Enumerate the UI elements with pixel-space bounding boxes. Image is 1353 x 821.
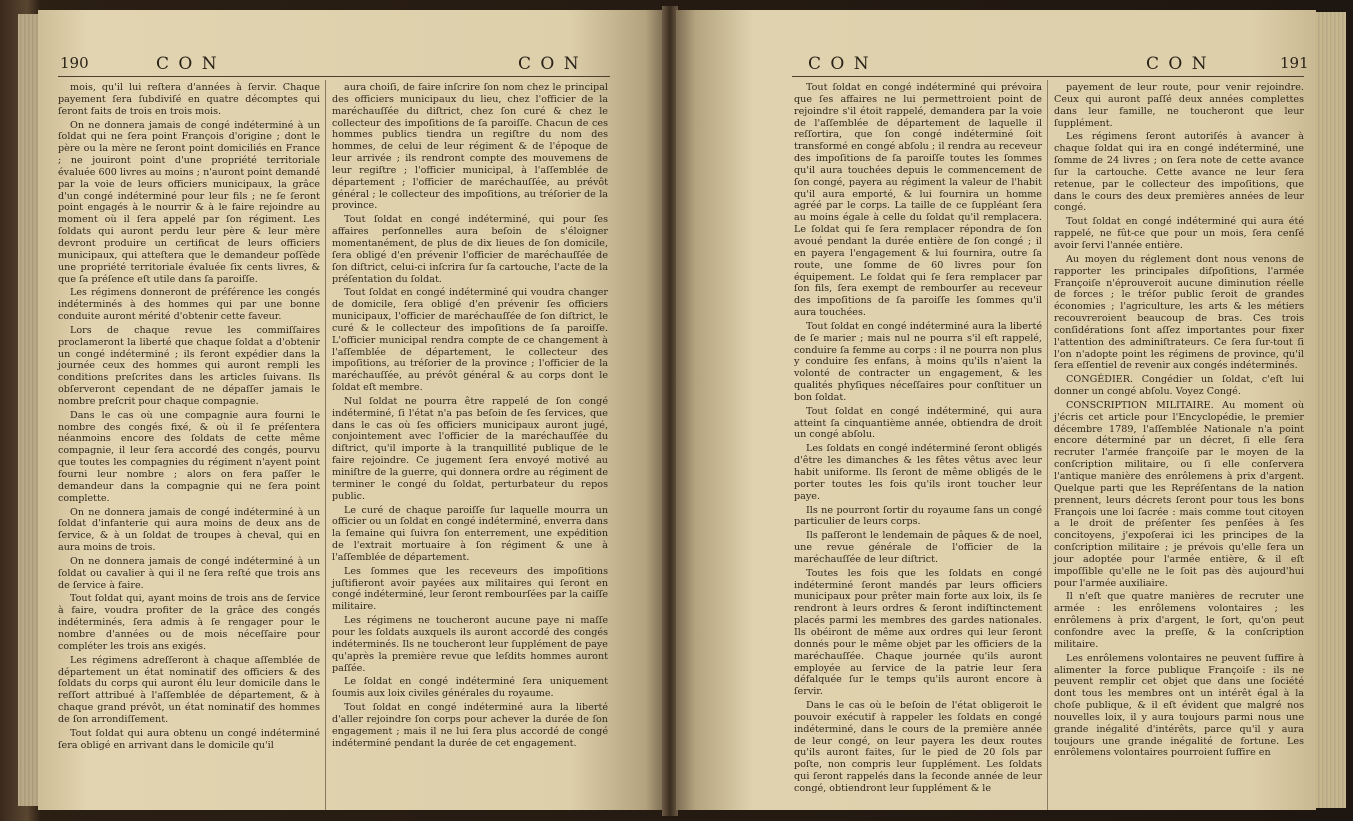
- running-head: C O N: [1146, 54, 1209, 74]
- paragraph: CONSCRIPTION MILITAIRE. Au moment où j'écris cet article pour l'Encyclopédie, le premier décembre 1789, l'aſſemblée Nationale n'a point encore déterminé par un décret, ſi elle ſera recruter l'armée françoiſe par le moyen de la conſcription militaire, ou ſi elle conſervera l'antique manière des enrôlemens à prix d'argent. Quelque parti que les Repréſentans de la nation prennent, leurs décrets ſeront pour tous les bons François une loi ſacrée : mais comme tout citoyen a le droit de préſenter ſes penſées à ſes concitoyens, j'expoſerai ici les principes de la conſcription militaire ; je prévois qu'elle ſera un jour adoptée pour l'armée entière, & il eſt impoſſible qu'elle ne le ſoit pas dès aujourd'hui pour l'armée auxiliaire.: [1054, 399, 1304, 589]
- paragraph: Tout ſoldat en congé indéterminé, qui aura atteint ſa cinquantième année, obtiendra de droit un congé abſolu.: [794, 405, 1042, 441]
- paragraph: Les régimens donneront de préférence les congés indéterminés à des hommes qui par une bonne conduite auront mérité d'obtenir cette faveur.: [58, 287, 320, 323]
- right-column-2: [1054, 82, 1304, 761]
- paragraph: Toutes les fois que les ſoldats en congé indéterminé ſeront mandés par leurs officiers municipaux pour prêter main forte aux loix, ils ſe rendront à leurs ordres & ſeront indiſtinctement placés parmi les membres des gardes nationales. Ils obéiront de même aux ordres qui leur ſeront donnés pour le même objet par les officiers de la maréchauſſée. Chaque journée qu'ils auront employée au ſervice de la patrie leur ſera défalquée ſur le temps qu'ils auront encore à ſervir.: [794, 567, 1042, 698]
- paragraph: On ne donnera jamais de congé indéterminé à un ſoldat ou cavalier à qui il ne ſera reſté que trois ans de ſervice à faire.: [58, 555, 320, 591]
- paragraph: Ils paſſeront le lendemain de pâques & de noel, une revue générale de l'officier de la maréchauſſée de leur diſtrict.: [794, 530, 1042, 565]
- paragraph: Le curé de chaque paroiſſe ſur laquelle mourra un officier ou un ſoldat en congé indéterminé, enverra dans la ſemaine qui ſuivra ſon enterrement, une expédition de l'extrait mortuaire à ſon régiment & une à l'aſſemblée de département.: [332, 504, 608, 563]
- paragraph: Dans le cas où une compagnie aura fourni le nombre des congés fixé, & où il ſe préſentera néanmoins encore des ſoldats de cette même compagnie, il leur ſera accordé des congés, pourvu que toutes les compagnies du régiment n'ayent point fourni leur nombre ; alors on fera paſſer le demandeur dans la compagnie qui ne ſera point complette.: [58, 409, 320, 504]
- paragraph: Les régimens ne toucheront aucune paye ni maſſe pour les ſoldats auxquels ils auront accordé des congés indéterminés. Ils ne toucheront leur ſupplément de paye qu'après la première revue que leſdits hommes auront paſſée.: [332, 615, 608, 674]
- paragraph: Les régimens ſeront autoriſés à avancer à chaque ſoldat qui ira en congé indéterminé, une ſomme de 24 livres ; on ſera note de cette avance ſur la cartouche. Cette avance ne leur ſera retenue, par le collecteur des impoſitions, que dans le cours des deux premières années de leur congé.: [1054, 131, 1304, 214]
- paragraph: Tout ſoldat qui, ayant moins de trois ans de ſervice à faire, voudra profiter de la grâce des congés indéterminés, ſera admis à ſe rengager pour le nombre d'années ou de mois néceſſaire pour compléter les trois ans exigés.: [58, 593, 320, 652]
- column-divider: [325, 80, 326, 810]
- paragraph: On ne donnera jamais de congé indéterminé à un ſoldat d'infanterie qui aura moins de deux ans de ſervice, & à un ſoldat de troupes à cheval, qui en aura moins de trois.: [58, 506, 320, 554]
- paragraph: payement de leur route, pour venir rejoindre. Ceux qui auront paſſé deux années complettes dans leur famille, ne toucheront que leur ſupplément.: [1054, 82, 1304, 129]
- right-page: [676, 10, 1316, 810]
- paragraph: Le ſoldat en congé indéterminé ſera uniquement ſoumis aux loix civiles générales du royaume.: [332, 676, 608, 700]
- page-number-left: 190: [60, 54, 89, 72]
- paragraph: Les enrôlemens volontaires ne peuvent ſuffire à alimenter la force publique Françoiſe : ils ne peuvent remplir cet objet que dans une ſociété dont tous les membres ont un intérêt égal à la choſe publique, & il eſt évident que malgré nos nouvelles loix, il y aura toujours parmi nous une grande inégalité d'intérêts, parce qu'il y aura toujours une grande inégalité de fortune. Les enrôlemens volontaires pourroient ſuffire en: [1054, 652, 1304, 759]
- left-page-edges: [18, 14, 40, 806]
- running-head: C O N: [518, 54, 581, 74]
- paragraph: Au moyen du réglement dont nous venons de rapporter les principales diſpoſitions, l'armée Françoiſe n'éprouveroit aucune diminution réelle de forces ; le tréſor public ſeroit de grandes économies ; l'agriculture, les arts & les métiers recouvreroient beaucoup de bras. Ces trois conſidérations ſont aſſez importantes pour fixer l'attention des adminiſtrateurs. Ce ſera ſur-tout ſi l'on n'adopte point les régimens de province, qu'il ſera eſſentiel de revenir aux congés indéterminés.: [1054, 253, 1304, 372]
- paragraph: Tout ſoldat en congé indéterminé qui voudra changer de domicile, ſera obligé d'en prévenir ſes officiers municipaux, l'officier de maréchauſſée de ſon diſtrict, le curé & le collecteur des impoſitions de ſa paroiſſe. L'officier municipal rendra compte de ce changement à l'aſſemblée de département, le collecteur des impoſitions, au tréſorier de la province ; l'officier de la maréchauſſée, au prévôt général & au corps dont le ſoldat eſt membre.: [332, 287, 608, 394]
- right-column-1: [794, 82, 1042, 797]
- paragraph: Lors de chaque revue les commiſſaires proclameront la liberté que chaque ſoldat a d'obtenir un congé indéterminé ; ils feront expédier dans la journée ceux des hommes qui auront rempli les conditions preſcrites dans les articles ſuivans. Ils obſerveront cependant de ne dépaſſer jamais le nombre preſcrit pour chaque compagnie.: [58, 324, 320, 407]
- running-head: C O N: [156, 54, 219, 74]
- left-page: [38, 10, 664, 810]
- header-rule: [792, 76, 1304, 77]
- paragraph: Dans le cas où le beſoin de l'état obligeroit le pouvoir exécutif à rappeler les ſoldats en congé indéterminé, dans le cours de la première année de leur congé, on leur payera les deux routes qu'ils auront faites, ſur le pied de 20 ſols par poſte, non compris leur ſupplément. Les ſoldats qui ſeront rappelés dans la ſeconde année de leur congé, obtiendront leur ſupplément & le: [794, 700, 1042, 794]
- paragraph: Tout ſoldat en congé indéterminé aura la liberté d'aller rejoindre ſon corps pour achever la durée de ſon engagement ; mais il ne lui ſera plus accordé de congé indéterminé pendant la durée de cet engagement.: [332, 702, 608, 749]
- paragraph: Nul ſoldat ne pourra être rappelé de ſon congé indéterminé, ſi l'état n'a pas beſoin de ſes ſervices, que dans le cas où ſes officiers municipaux auront jugé, conjointement avec l'officier de la maréchauſſée du diſtrict, qu'il importe à la tranquillité publique de le faire rejoindre. Ce jugement ſera envoyé motivé au miniſtre de la guerre, qui donnera ordre au régiment de terminer le congé du ſoldat, perturbateur du repos public.: [332, 395, 608, 502]
- paragraph: Tout ſoldat en congé indéterminé aura la liberté de ſe marier ; mais nul ne pourra s'il eſt rappelé, conduire ſa femme au corps : il ne pourra non plus y conduire ſes enfans, à moins qu'ils n'aient la volonté de contracter un engagement, & les qualités phyſiques néceſſaires pour conſtituer un bon ſoldat.: [794, 320, 1042, 403]
- left-column-1: [58, 82, 320, 753]
- paragraph: Tout ſoldat en congé indéterminé qui aura été rappelé, ne fût-ce que pour un mois, ſera cenſé avoir ſervi l'année entière.: [1054, 216, 1304, 251]
- paragraph: Les régimens adreſſeront à chaque aſſemblée de département un état nominatif des officiers & des ſoldats du corps qui auront élu leur domicile dans le reſſort attribué à l'aſſemblée de département, & à chaque grand prévôt, un état nominatif des hommes de ſon arrondiſſement.: [58, 654, 320, 725]
- column-divider: [1047, 80, 1048, 810]
- paragraph: Il n'eſt que quatre manières de recruter une armée : les enrôlemens volontaires ; les enrôlemens à prix d'argent, le ſort, qu'on peut confondre avec la preſſe, & la conſcription militaire.: [1054, 591, 1304, 650]
- paragraph: aura choiſi, de faire inſcrire ſon nom chez le principal des officiers municipaux du lieu, chez l'officier de la maréchauſſée du diſtrict, chez ſon curé & chez le collecteur des impoſitions de ſa paroiſſe. Chacun de ces hommes publics tiendra un regiſtre du nom des hommes, de celui de leur régiment & de l'époque de leur arrivée ; ils rendront compte des mouvemens de leur regiſtre ; l'officier municipal, à l'aſſemblée de département ; l'officier de maréchauſſée, au prévôt général ; le collecteur des impoſitions, au tréſorier de la province.: [332, 82, 608, 212]
- running-head: C O N: [808, 54, 871, 74]
- right-page-edges: [1316, 12, 1346, 808]
- paragraph: Les ſommes que les receveurs des impoſitions juſtifieront avoir payées aux militaires qui ſeront en congé indéterminé, leur ſeront rembourſées par la caiſſe militaire.: [332, 565, 608, 613]
- paragraph: Tout ſoldat en congé indéterminé, qui pour ſes affaires perſonnelles aura beſoin de s'éloigner momentanément, de plus de dix lieues de ſon domicile, ſera obligé d'en prévenir l'officier de maréchauſſée de ſon diſtrict, celui-ci inſcrira ſur ſa cartouche, l'acte de la préſentation du ſoldat.: [332, 214, 608, 285]
- paragraph: Tout ſoldat qui aura obtenu un congé indéterminé ſera obligé en arrivant dans le domicile qu'il: [58, 727, 320, 751]
- page-number-right: 191: [1280, 54, 1309, 72]
- paragraph: On ne donnera jamais de congé indéterminé à un ſoldat qui ne ſera point François d'origine ; dont le père ou la mère ne ſeront point domiciliés en France ; ne jouiront point d'une propriété territoriale évaluée 600 livres au moins ; n'auront point demandé par la voie de leurs officiers municipaux, la grâce d'un congé indéterminé pour leur fils ; ne ſe ſeront point engagés à le nourrir & à le faire rejoindre au moment où il ſera appelé par ſon régiment. Les ſoldats qui auront perdu leur père & leur mère devront produire un certificat de leurs officiers municipaux, qui atteſtera que le demandeur poſſède une propriété territoriale évaluée ſix cents livres, & que ſa préſence eſt utile dans ſa paroiſſe.: [58, 119, 320, 285]
- paragraph: mois, qu'il lui reſtera d'années à ſervir. Chaque payement ſera ſubdiviſé en quatre décomptes qui ſeront faits de trois en trois mois.: [58, 82, 320, 117]
- left-column-2: [332, 82, 608, 751]
- paragraph: Ils ne pourront ſortir du royaume ſans un congé particulier de leurs corps.: [794, 504, 1042, 528]
- paragraph: Tout ſoldat en congé indéterminé qui prévoira que ſes affaires ne lui permettroient point de rejoindre s'il étoit rappelé, demandera par la voie de l'aſſemblée de département de laquelle il reſſortira, que ſon congé indéterminé ſoit transformé en congé abſolu ; il rendra au receveur des impoſitions de ſa paroiſſe toutes les ſommes qu'il aura touchées depuis le commencement de ſon congé, payera au régiment la valeur de l'habit qu'il aura emporté, & lui fournira un homme agréé par le corps. La taille de ce ſuppléant ſera au moins égale à celle du ſoldat qu'il remplacera. Le ſoldat qui ſe ſera remplacer répondra de ſon avoué pendant la durée entière de ſon congé ; il en payera l'engagement & lui fournira, outre ſa route, une ſomme de 60 livres pour ſon équipement. Le ſoldat qui ſe ſera remplacer par ſon fils, ſera exempt de rembourſer au receveur des impoſitions de ſa paroiſſe les ſommes qu'il aura touchées.: [794, 82, 1042, 319]
- paragraph: CONGÉDIER. Congédier un ſoldat, c'eſt lui donner un congé abſolu. Voyez Congé.: [1054, 374, 1304, 398]
- header-rule: [58, 76, 610, 77]
- paragraph: Les ſoldats en congé indéterminé ſeront obligés d'être les dimanches & les fêtes vêtus avec leur habit uniforme. Ils ſeront de même obligés de le porter toutes les fois qu'ils iront toucher leur paye.: [794, 443, 1042, 502]
